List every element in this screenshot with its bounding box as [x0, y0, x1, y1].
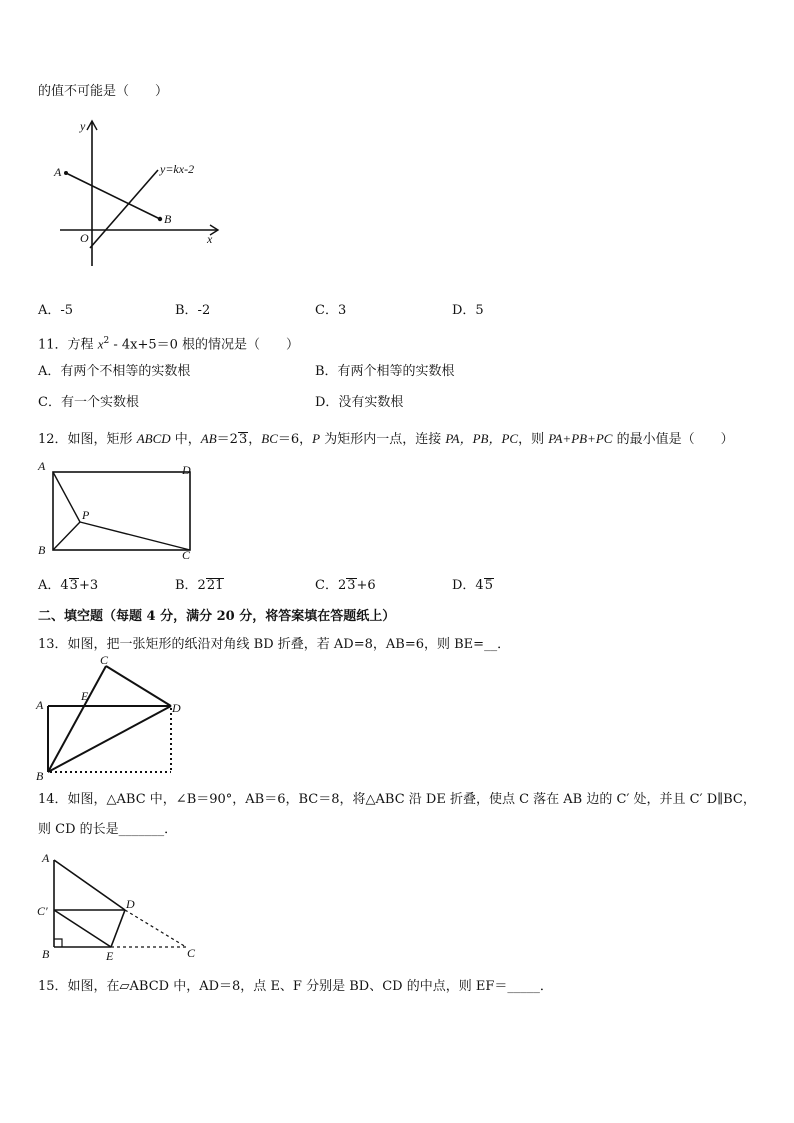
- q13-fig-a: A: [36, 698, 44, 712]
- q12-stem-3: ＝2: [216, 432, 238, 447]
- q12-sqrt-3: 3: [238, 432, 248, 447]
- q10-option-a: A．-5: [38, 303, 74, 318]
- q12-stem-5: ＝6，: [277, 432, 313, 447]
- q12-fig-p: P: [82, 508, 90, 522]
- q11-stem-sup: 2: [103, 336, 110, 346]
- q12-option-b: B．221: [175, 578, 224, 593]
- q12-bc: BC: [261, 431, 278, 446]
- q12-abcd: ABCD: [136, 431, 171, 446]
- q13-fig-b: B: [36, 769, 44, 783]
- q10-option-b: B．-2: [175, 303, 211, 318]
- q12-ab: AB: [200, 431, 217, 446]
- q12-p: P: [312, 431, 321, 446]
- q13-fig-d: D: [172, 701, 181, 715]
- q11-stem-post: - 4x+5＝0 根的情况是（ ）: [109, 337, 300, 353]
- q10-stem-tail: 的值不可能是（ ）: [38, 84, 169, 99]
- q14-fig-a: A: [42, 851, 50, 865]
- q12-fig-b: B: [38, 543, 46, 557]
- q15-stem: 15．如图，在▱ABCD 中，AD＝8，点 E、F 分别是 BD、CD 的中点，则 EF＝_____．: [38, 979, 553, 994]
- q12-stem-6: 为矩形内一点，连接: [320, 432, 446, 447]
- q12-option-d: D．45: [452, 578, 493, 593]
- q11-option-a: A．有两个不相等的实数根: [38, 364, 191, 379]
- q12-stem-8: 的最小值是（ ）: [612, 432, 734, 447]
- q13-stem: 13．如图，把一张矩形的纸沿对角线 BD 折叠，若 AD=8，AB=6，则 BE=__．: [38, 637, 511, 652]
- q12-fig-c: C: [182, 548, 191, 562]
- q12-fig-d: D: [182, 463, 191, 477]
- q14-fig-cp: C′: [37, 904, 48, 918]
- q12-stem-2: 中，: [170, 432, 201, 447]
- q10-label-b: B: [164, 212, 172, 226]
- q14-figure: [36, 850, 201, 962]
- q14-stem-line-2: 则 CD 的长是_______．: [38, 822, 178, 837]
- q14-fig-d: D: [126, 897, 135, 911]
- q11-option-c: C．有一个实数根: [38, 395, 139, 410]
- q11-stem: [38, 333, 299, 353]
- q13-fig-c: C: [100, 653, 109, 667]
- q12-stem: [38, 431, 734, 448]
- q12-stem-7: ，则: [518, 432, 549, 447]
- q12-figure: [36, 460, 201, 562]
- q14-stem-line-1: 14．如图，△ABC 中，∠B＝90°，AB＝6，BC＝8，将△ABC 沿 DE 折叠，使点 C 落在 AB 边的 C′ 处，并且 C′ D∥BC，: [38, 792, 756, 807]
- q12-sum: PA+PB+PC: [548, 431, 613, 446]
- q12-pa-pb-pc: PA，PB，PC: [445, 431, 519, 446]
- q12-fig-a: A: [38, 459, 46, 473]
- q10-label-o: O: [80, 231, 89, 245]
- q10-graph: [50, 118, 230, 268]
- q11-stem-x: x: [97, 336, 104, 352]
- q12-stem-4: ，: [248, 432, 262, 447]
- q14-fig-c: C: [187, 946, 196, 960]
- q13-fig-e: E: [81, 689, 89, 703]
- q12-option-c: C．23+6: [315, 578, 376, 593]
- q10-label-line: y=kx-2: [160, 162, 195, 176]
- q11-option-b: B．有两个相等的实数根: [315, 364, 455, 379]
- q13-figure: [36, 653, 186, 783]
- q14-fig-b: B: [42, 947, 50, 961]
- section-2-heading: 二、填空题（每题 4 分，满分 20 分，将答案填在答题纸上）: [38, 609, 396, 624]
- q11-option-d: D．没有实数根: [315, 395, 404, 410]
- q12-option-a: A．43+3: [38, 578, 99, 593]
- q12-stem-1: 12．如图，矩形: [38, 432, 137, 447]
- q14-fig-e: E: [106, 949, 114, 963]
- q10-option-c: C．3: [315, 303, 347, 318]
- q10-option-d: D．5: [452, 303, 484, 318]
- q10-label-x: x: [207, 232, 213, 246]
- q10-label-y: y: [80, 119, 86, 133]
- q11-stem-pre: 11．方程: [38, 337, 98, 353]
- q10-label-a: A: [54, 165, 62, 179]
